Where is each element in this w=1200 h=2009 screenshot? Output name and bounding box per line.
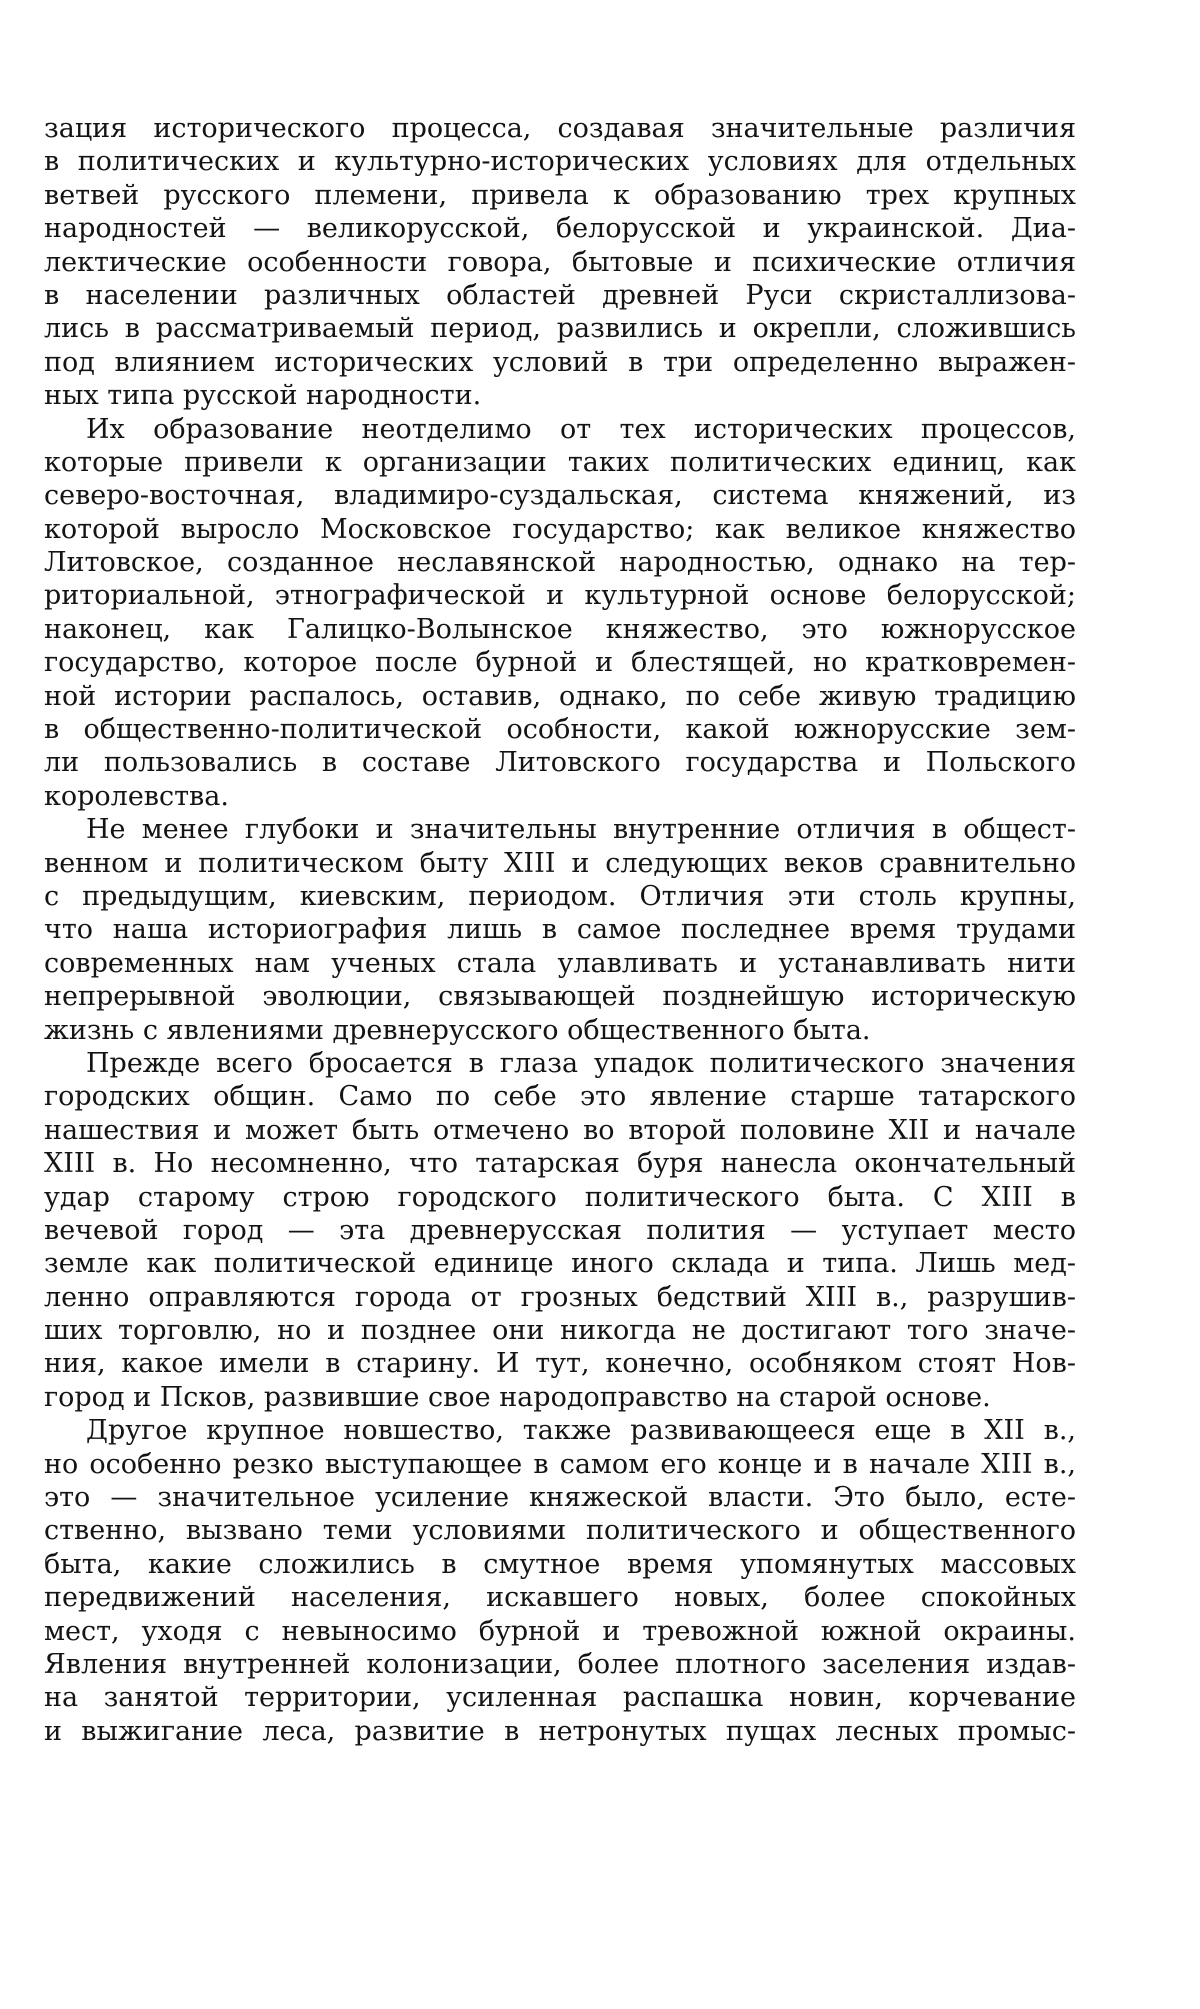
paragraph-5 <box>44 1414 1076 1748</box>
text-line: мест, уходя с невыносимо бурной и тревожной южной окраины. <box>44 1615 1076 1647</box>
text-line: ветвей русского племени, привела к образованию трех крупных <box>44 179 1076 211</box>
text-line: земле как политической единице иного склада и типа. Лишь мед- <box>44 1248 1076 1280</box>
text-line: венном и политическом быту XIII и следующих веков сравнительно <box>44 847 1076 879</box>
text-line: ственно, вызвано теми условиями политического и общественного <box>44 1515 1076 1547</box>
text-line: народностей — великорусской, белорусской и украинской. Диа- <box>44 213 1076 245</box>
text-line: в населении различных областей древней Руси скристаллизова- <box>44 279 1076 311</box>
text-line: ли пользовались в составе Литовского государства и Польского <box>44 747 1076 779</box>
text-line: ных типа русской народности. <box>44 380 482 412</box>
text-line: что наша историография лишь в самое последнее время трудами <box>44 914 1076 946</box>
text-line: в общественно-политической особности, какой южнорусские зем- <box>44 714 1076 746</box>
text-line: удар старому строю городского политического быта. С XIII в <box>44 1181 1076 1213</box>
text-line: ния, какое имели в старину. И тут, конечно, особняком стоят Нов- <box>44 1348 1076 1380</box>
text-line: под влиянием исторических условий в три определенно выражен- <box>44 346 1076 378</box>
text-line: городских общин. Само по себе это явление старше татарского <box>44 1081 1076 1113</box>
text-line: это — значительное усиление княжеской власти. Это было, есте- <box>44 1482 1076 1514</box>
text-line: но особенно резко выступающее в самом его конце и в начале XIII в., <box>44 1448 1076 1480</box>
text-line: Явления внутренней колонизации, более плотного заселения издав- <box>44 1648 1076 1680</box>
text-line: северо-восточная, владимиро-суздальская, система княжений, из <box>44 480 1076 512</box>
text-line: лись в рассматриваемый период, развились и окрепли, сложившись <box>44 313 1076 345</box>
text-line: Литовское, созданное неславянской народностью, однако на тер- <box>44 547 1076 579</box>
paragraph-1 <box>44 112 1076 413</box>
text-line: которые привели к организации таких политических единиц, как <box>44 446 1076 478</box>
text-line: Не менее глубоки и значительны внутренние отличия в общест- <box>86 814 1076 846</box>
text-line: на занятой территории, усиленная распашка новин, корчевание <box>44 1682 1076 1714</box>
paragraph-3 <box>44 813 1076 1047</box>
text-line: в политических и культурно-исторических условиях для отдельных <box>44 146 1076 178</box>
text-line: ной истории распалось, оставив, однако, по себе живую традицию <box>44 680 1076 712</box>
text-line: быта, какие сложились в смутное время упомянутых массовых <box>44 1548 1076 1580</box>
text-line: ших торговлю, но и позднее они никогда не достигают того значе- <box>44 1315 1076 1347</box>
text-line: жизнь с явлениями древнерусского общественного быта. <box>44 1014 871 1046</box>
text-line: королевства. <box>44 780 229 812</box>
text-line: которой выросло Московское государство; как великое княжество <box>44 513 1076 545</box>
text-line: ленно оправляются города от грозных бедствий XIII в., разрушив- <box>44 1281 1076 1313</box>
text-line: зация исторического процесса, создавая значительные различия <box>44 113 1076 144</box>
paragraph-4 <box>44 1047 1076 1414</box>
document-page <box>44 112 1076 1748</box>
text-line: риториальной, этнографической и культурной основе белорусской; <box>44 580 1076 612</box>
text-line: с предыдущим, киевским, периодом. Отличия эти столь крупны, <box>44 880 1076 912</box>
paragraph-2 <box>44 413 1076 814</box>
text-line: передвижений населения, искавшего новых, более спокойных <box>44 1582 1076 1614</box>
text-line: нашествия и может быть отмечено во второй половине XII и начале <box>44 1114 1076 1146</box>
text-line: лектические особенности говора, бытовые и психические отличия <box>44 246 1076 278</box>
text-line: XIII в. Но несомненно, что татарская буря нанесла окончательный <box>44 1148 1076 1180</box>
text-line: непрерывной эволюции, связывающей позднейшую историческую <box>44 981 1076 1013</box>
text-line: вечевой город — эта древнерусская полития — уступает место <box>44 1214 1076 1246</box>
text-line: город и Псков, развившие свое народоправство на старой основе. <box>44 1381 991 1413</box>
text-line: Другое крупное новшество, также развивающееся еще в XII в., <box>86 1415 1076 1447</box>
text-line: государство, которое после бурной и блестящей, но кратковремен- <box>44 647 1076 679</box>
text-line: Их образование неотделимо от тех исторических процессов, <box>86 413 1076 445</box>
text-line: современных нам ученых стала улавливать и устанавливать нити <box>44 947 1076 979</box>
text-line: наконец, как Галицко-Волынское княжество, это южнорусское <box>44 613 1076 645</box>
text-line: Прежде всего бросается в глаза упадок политического значения <box>86 1047 1076 1079</box>
text-line: и выжигание леса, развитие в нетронутых пущах лесных промыс- <box>44 1715 1076 1747</box>
